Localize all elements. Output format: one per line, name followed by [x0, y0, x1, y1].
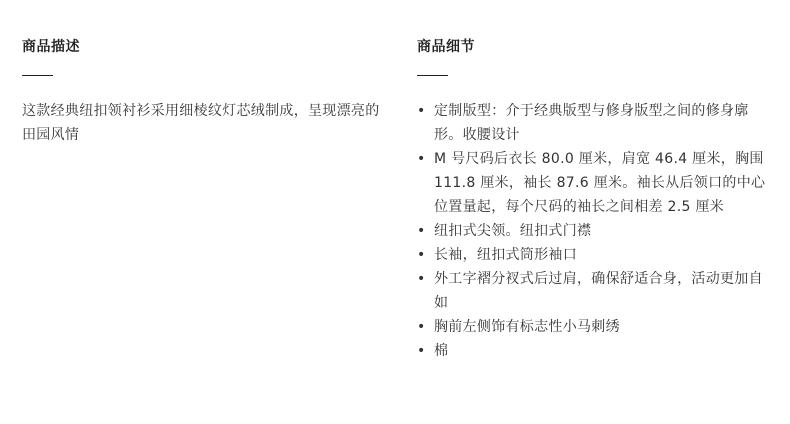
detail-item-measurements: [417, 147, 772, 219]
detail-item-text: 胸前左侧饰有标志性小马刺绣: [434, 319, 620, 335]
detail-item-collar: [417, 219, 772, 243]
detail-item-sleeves: [417, 243, 772, 267]
detail-item-text: 棉: [434, 343, 449, 359]
product-details-section: [417, 38, 772, 363]
bullet-icon: •: [417, 343, 426, 359]
section-divider: [22, 75, 53, 76]
bullet-icon: •: [417, 271, 426, 287]
bullet-icon: •: [417, 319, 426, 335]
product-description-section: [22, 38, 382, 147]
detail-item-text: M 号尺码后衣长 80.0 厘米，肩宽 46.4 厘米，胸围 111.8 厘米，袖长 87.6 厘米。袖长从后领口的中心位置量起，每个尺码的袖长之间相差 2.5 厘米: [434, 151, 766, 215]
detail-item-text: 纽扣式尖领。纽扣式门襟: [434, 223, 592, 239]
detail-item-text: 长袖，纽扣式筒形袖口: [434, 247, 577, 263]
bullet-icon: •: [417, 247, 426, 263]
product-details-title: 商品细节: [417, 39, 475, 55]
detail-item-text: 定制版型：介于经典版型与修身版型之间的修身廓形。收腰设计: [434, 103, 749, 143]
product-details-list: [417, 99, 772, 363]
product-description-title: 商品描述: [22, 39, 80, 55]
detail-item-material: [417, 339, 772, 363]
section-divider: [417, 75, 448, 76]
detail-item-text: 外工字褶分衩式后过肩，确保舒适合身，活动更加自如: [434, 271, 763, 311]
product-description-text: 这款经典纽扣领衬衫采用细棱纹灯芯绒制成，呈现漂亮的田园风情: [22, 103, 380, 143]
detail-item-back-yoke: [417, 267, 772, 315]
bullet-icon: •: [417, 151, 426, 167]
detail-item-fit: [417, 99, 772, 147]
bullet-icon: •: [417, 223, 426, 239]
bullet-icon: •: [417, 103, 426, 119]
detail-item-embroidery: [417, 315, 772, 339]
